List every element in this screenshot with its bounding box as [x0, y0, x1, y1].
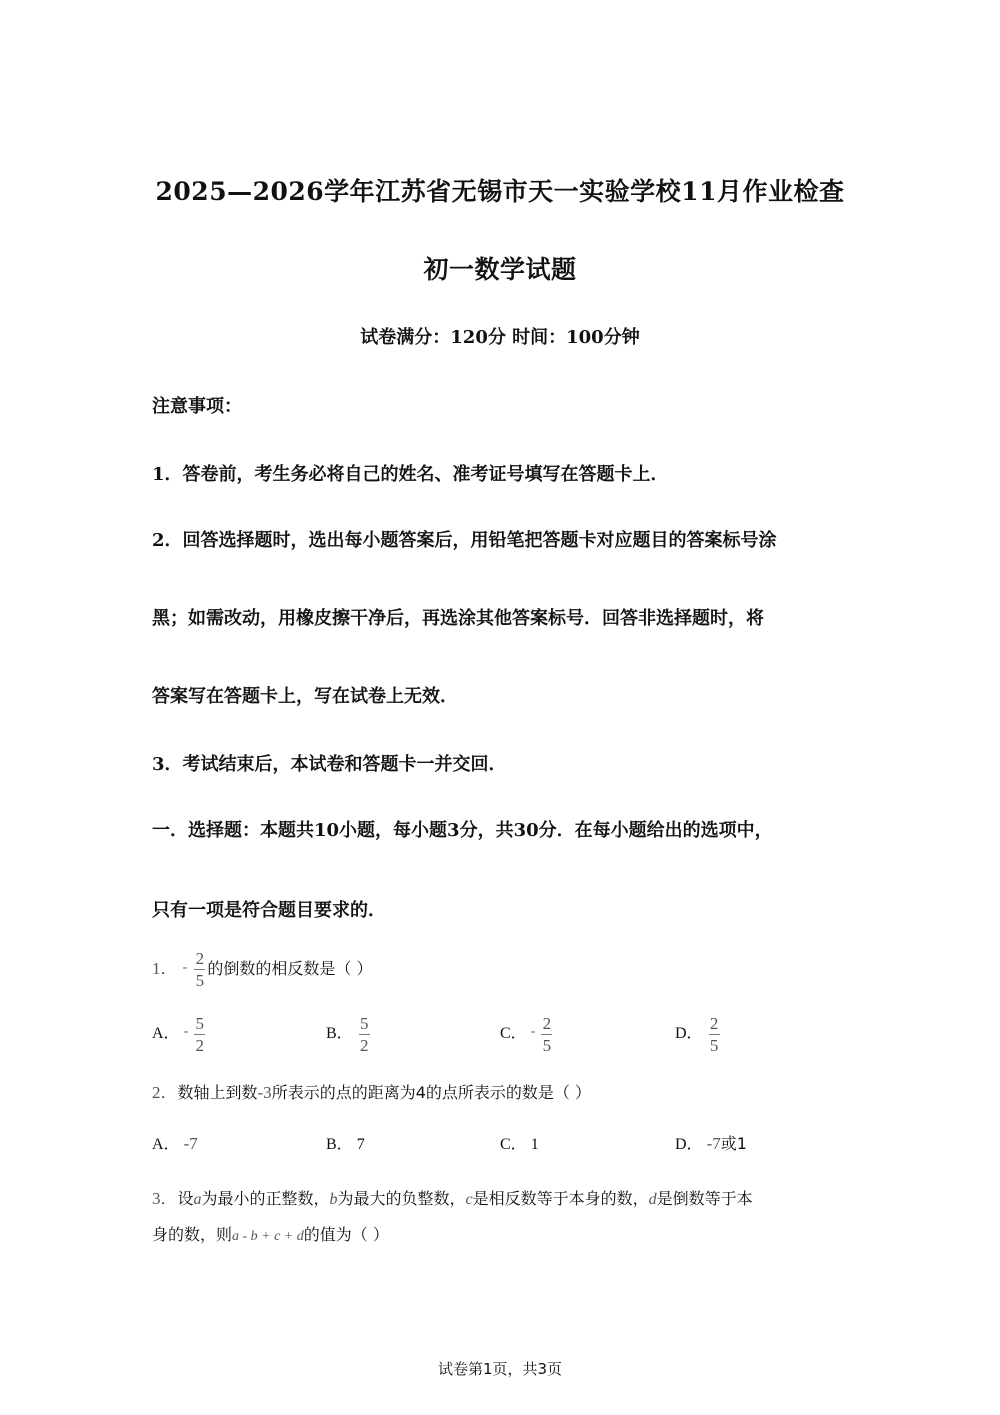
question-3-expression: a - b + c + d — [232, 1229, 304, 1244]
exam-info: 试卷满分：120分 时间：100分钟 — [360, 327, 640, 348]
section-1-line-1: 一．选择题：本题共10小题，每小题3分，共30分．在每小题给出的选项中， — [152, 820, 773, 841]
question-3-text: 是倒数等于本 — [656, 1189, 753, 1208]
option-label: D． — [675, 1025, 703, 1043]
fraction-bar — [359, 1034, 370, 1035]
fraction-numerator: 2 — [542, 1014, 552, 1033]
page-footer: 试卷第1页，共3页 — [437, 1360, 563, 1378]
question-1-option-d — [675, 1014, 722, 1055]
question-2-option-c — [500, 1131, 539, 1154]
notice-item-3: 3．考试结束后，本试卷和答题卡一并交回． — [152, 754, 507, 775]
option-label: A． — [152, 1025, 180, 1043]
question-2-option-a — [152, 1131, 198, 1154]
option-fraction — [194, 1014, 205, 1055]
fraction-bar — [709, 1034, 720, 1035]
option-label: B． — [326, 1025, 353, 1043]
fraction-numerator: 5 — [195, 1014, 204, 1033]
notice-item-1: 1．答卷前，考生务必将自己的姓名、准考证号填写在答题卡上． — [152, 464, 669, 485]
fraction-bar — [194, 1034, 205, 1035]
fraction-numerator: 2 — [709, 1014, 719, 1033]
notice-heading: 注意事项： — [152, 396, 242, 417]
question-1-text: 的倒数的相反数是（ ） — [207, 959, 373, 978]
question-2-option-d — [675, 1131, 747, 1154]
question-3-text: 是相反数等于本身的数， — [472, 1189, 649, 1208]
fraction-bar — [541, 1034, 552, 1035]
notice-item-2-line-2: 黑；如需改动，用橡皮擦干净后，再选涂其他答案标号．回答非选择题时，将 — [152, 608, 764, 629]
question-1-fraction — [194, 949, 205, 990]
option-neg-sign: - — [530, 1024, 536, 1040]
option-label: C． — [500, 1136, 527, 1153]
question-2 — [152, 1078, 852, 1103]
option-fraction — [709, 1014, 720, 1055]
notice-item-2-line-3: 答案写在答题卡上，写在试卷上无效． — [152, 686, 458, 707]
question-1-neg-sign: - — [182, 960, 188, 975]
question-3-text: 的值为（ ） — [303, 1225, 389, 1244]
question-3-text: 设 — [177, 1189, 194, 1208]
option-value: 1 — [530, 1136, 539, 1153]
fraction-denominator: 2 — [195, 1036, 204, 1055]
option-value: -7 — [183, 1134, 198, 1153]
fraction-numerator: 5 — [359, 1014, 369, 1033]
question-3-text: 为最小的正整数， — [201, 1189, 330, 1208]
option-value: -7 — [706, 1134, 721, 1153]
option-value: 7 — [356, 1136, 365, 1153]
option-label: A． — [152, 1136, 180, 1153]
question-2-value: -3 — [257, 1083, 272, 1102]
question-3-text: 身的数，则 — [152, 1225, 233, 1244]
question-3-line-2 — [152, 1222, 852, 1245]
fraction-numerator: 2 — [195, 949, 205, 968]
exam-subtitle: 初一数学试题 — [423, 255, 577, 284]
fraction-denominator: 2 — [359, 1036, 369, 1055]
fraction-bar — [194, 969, 205, 970]
fraction-denominator: 5 — [709, 1036, 719, 1055]
option-label: C． — [500, 1025, 527, 1043]
variable-a: a — [193, 1191, 202, 1208]
variable-b: b — [329, 1191, 338, 1208]
option-fraction — [541, 1014, 552, 1055]
question-1-option-b — [326, 1014, 372, 1055]
question-2-number: 2． — [152, 1083, 178, 1102]
question-1-option-a — [152, 1014, 207, 1055]
fraction-denominator: 5 — [542, 1036, 552, 1055]
option-label: B． — [326, 1136, 353, 1153]
variable-c: c — [465, 1191, 473, 1208]
option-value-suffix: 或1 — [720, 1134, 747, 1153]
notice-item-2-line-1: 2．回答选择题时，选出每小题答案后，用铅笔把答题卡对应题目的答案标号涂 — [152, 530, 777, 551]
question-1-number: 1． — [152, 959, 178, 978]
question-3-number: 3． — [152, 1189, 178, 1208]
option-fraction — [359, 1014, 370, 1055]
question-2-option-b — [326, 1131, 365, 1154]
option-neg-sign: - — [183, 1024, 189, 1040]
question-1 — [152, 949, 852, 990]
section-1-line-2: 只有一项是符合题目要求的． — [152, 900, 386, 921]
question-1-option-c — [500, 1014, 554, 1055]
option-label: D． — [675, 1136, 703, 1153]
question-2-text-pre: 数轴上到数 — [177, 1083, 258, 1102]
fraction-denominator: 5 — [195, 971, 205, 990]
exam-title: 2025—2026学年江苏省无锡市天一实验学校11月作业检查 — [155, 177, 845, 206]
question-3-line-1 — [152, 1184, 852, 1209]
question-2-text-post: 所表示的点的距离为4的点所表示的数是（ ） — [271, 1083, 591, 1102]
variable-d: d — [648, 1191, 657, 1208]
question-3-text: 为最大的负整数， — [337, 1189, 466, 1208]
